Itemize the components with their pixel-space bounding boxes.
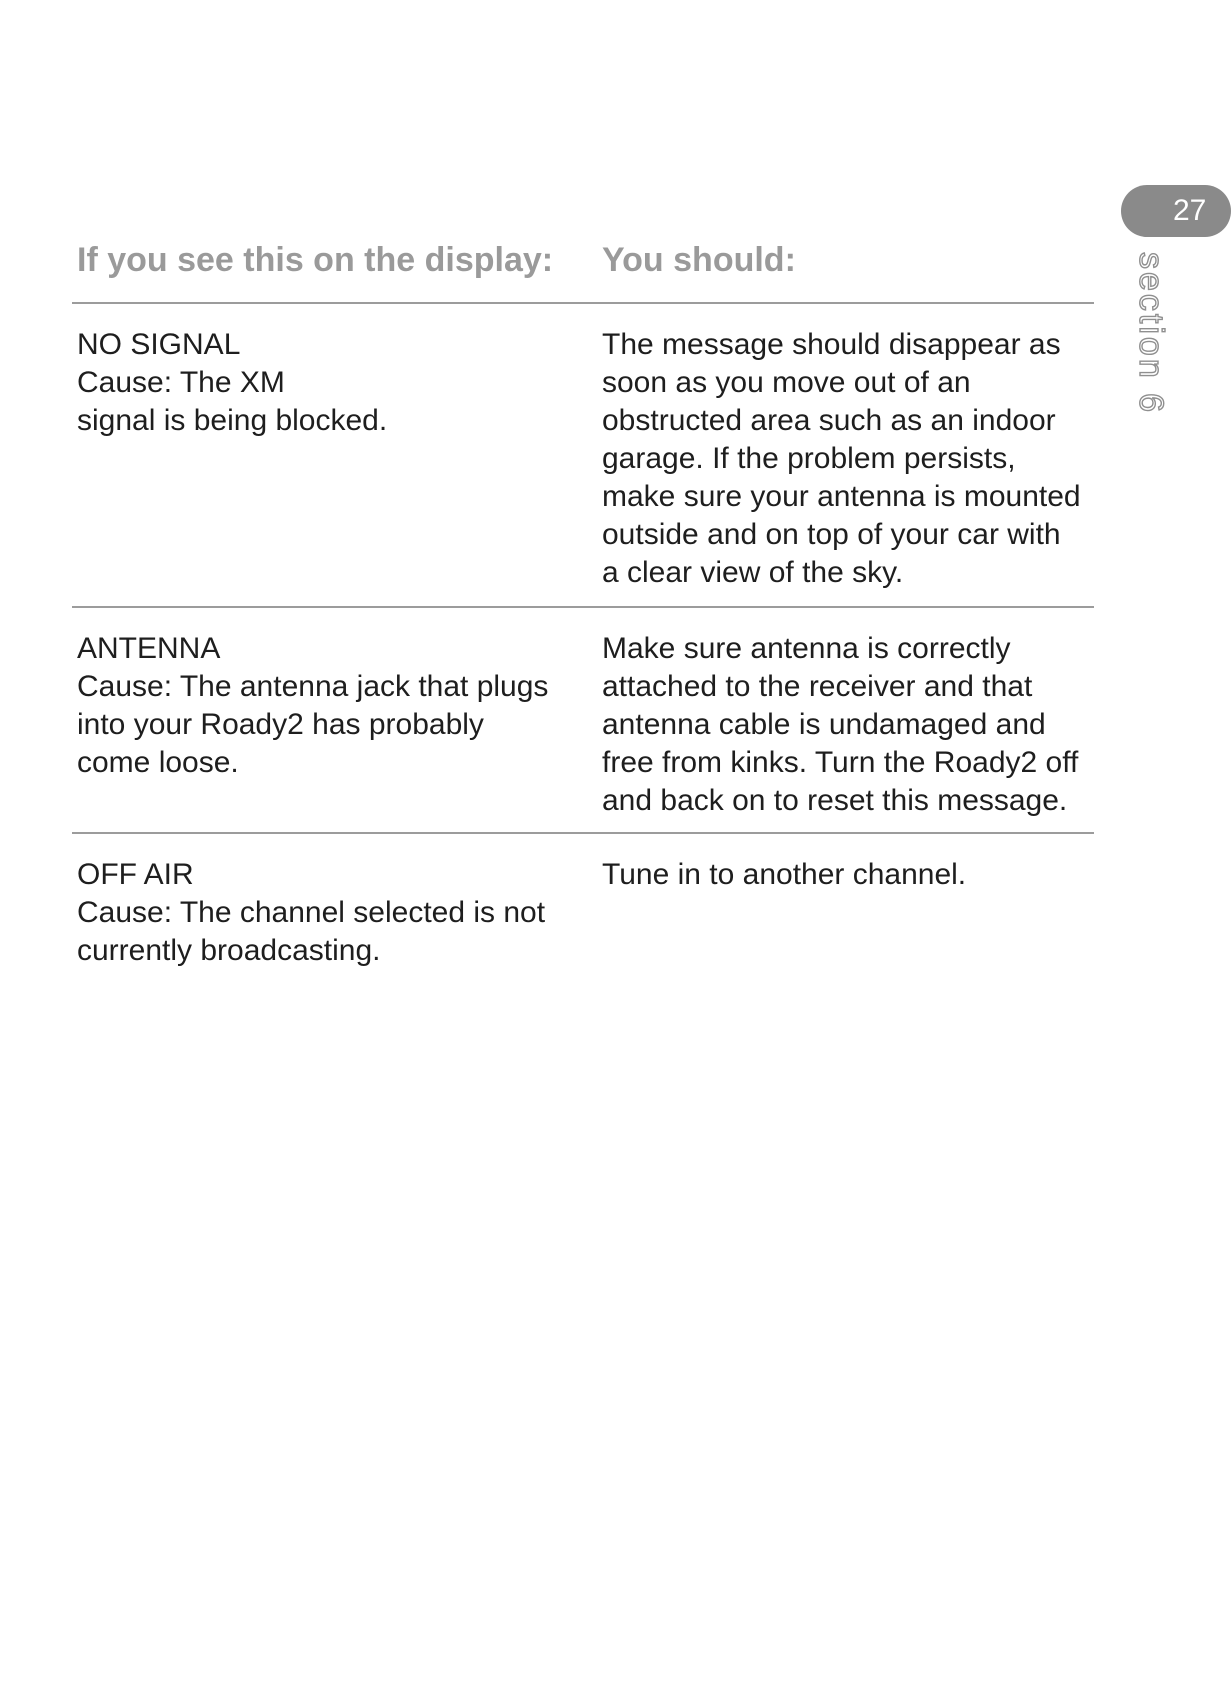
display-message-title: NO SIGNAL <box>77 328 241 361</box>
action-text: obstructed area such as an indoor <box>602 404 1056 437</box>
action-text: garage. If the problem persists, <box>602 442 1016 475</box>
action-text: Tune in to another channel. <box>602 858 967 891</box>
action-text: a clear view of the sky. <box>602 556 904 589</box>
table-row <box>72 608 1094 834</box>
page-number: 27 <box>1173 194 1207 227</box>
action-cell <box>602 856 1094 970</box>
cause-text: Cause: The channel selected is not <box>77 896 546 929</box>
display-message-cell <box>72 856 602 970</box>
troubleshooting-table <box>72 240 1094 970</box>
table-row <box>72 834 1094 970</box>
page-number-tab <box>1121 185 1231 237</box>
display-message-title: OFF AIR <box>77 858 194 891</box>
cause-text: currently broadcasting. <box>77 934 381 967</box>
display-message-cell <box>72 630 602 832</box>
section-label: section 6 <box>1132 252 1170 416</box>
cause-text: signal is being blocked. <box>77 404 388 437</box>
action-text: make sure your antenna is mounted <box>602 480 1081 513</box>
cause-text: Cause: The XM <box>77 366 285 399</box>
cause-text: come loose. <box>77 746 239 779</box>
header-display-message: If you see this on the display: <box>77 241 554 279</box>
action-text: soon as you move out of an <box>602 366 971 399</box>
action-text: antenna cable is undamaged and <box>602 708 1046 741</box>
action-text: The message should disappear as <box>602 328 1061 361</box>
action-text: Make sure antenna is correctly <box>602 632 1011 665</box>
cause-text: Cause: The antenna jack that plugs <box>77 670 549 703</box>
cause-text: into your Roady2 has probably <box>77 708 484 741</box>
display-message-title: ANTENNA <box>77 632 221 665</box>
table-row <box>72 304 1094 608</box>
table-header <box>72 240 1094 304</box>
header-you-should: You should: <box>602 241 796 279</box>
action-text: outside and on top of your car with <box>602 518 1061 551</box>
action-text: and back on to reset this message. <box>602 784 1068 817</box>
action-text: free from kinks. Turn the Roady2 off <box>602 746 1079 779</box>
display-message-cell <box>72 326 602 606</box>
action-cell <box>602 326 1094 606</box>
action-cell <box>602 630 1094 832</box>
action-text: attached to the receiver and that <box>602 670 1033 703</box>
